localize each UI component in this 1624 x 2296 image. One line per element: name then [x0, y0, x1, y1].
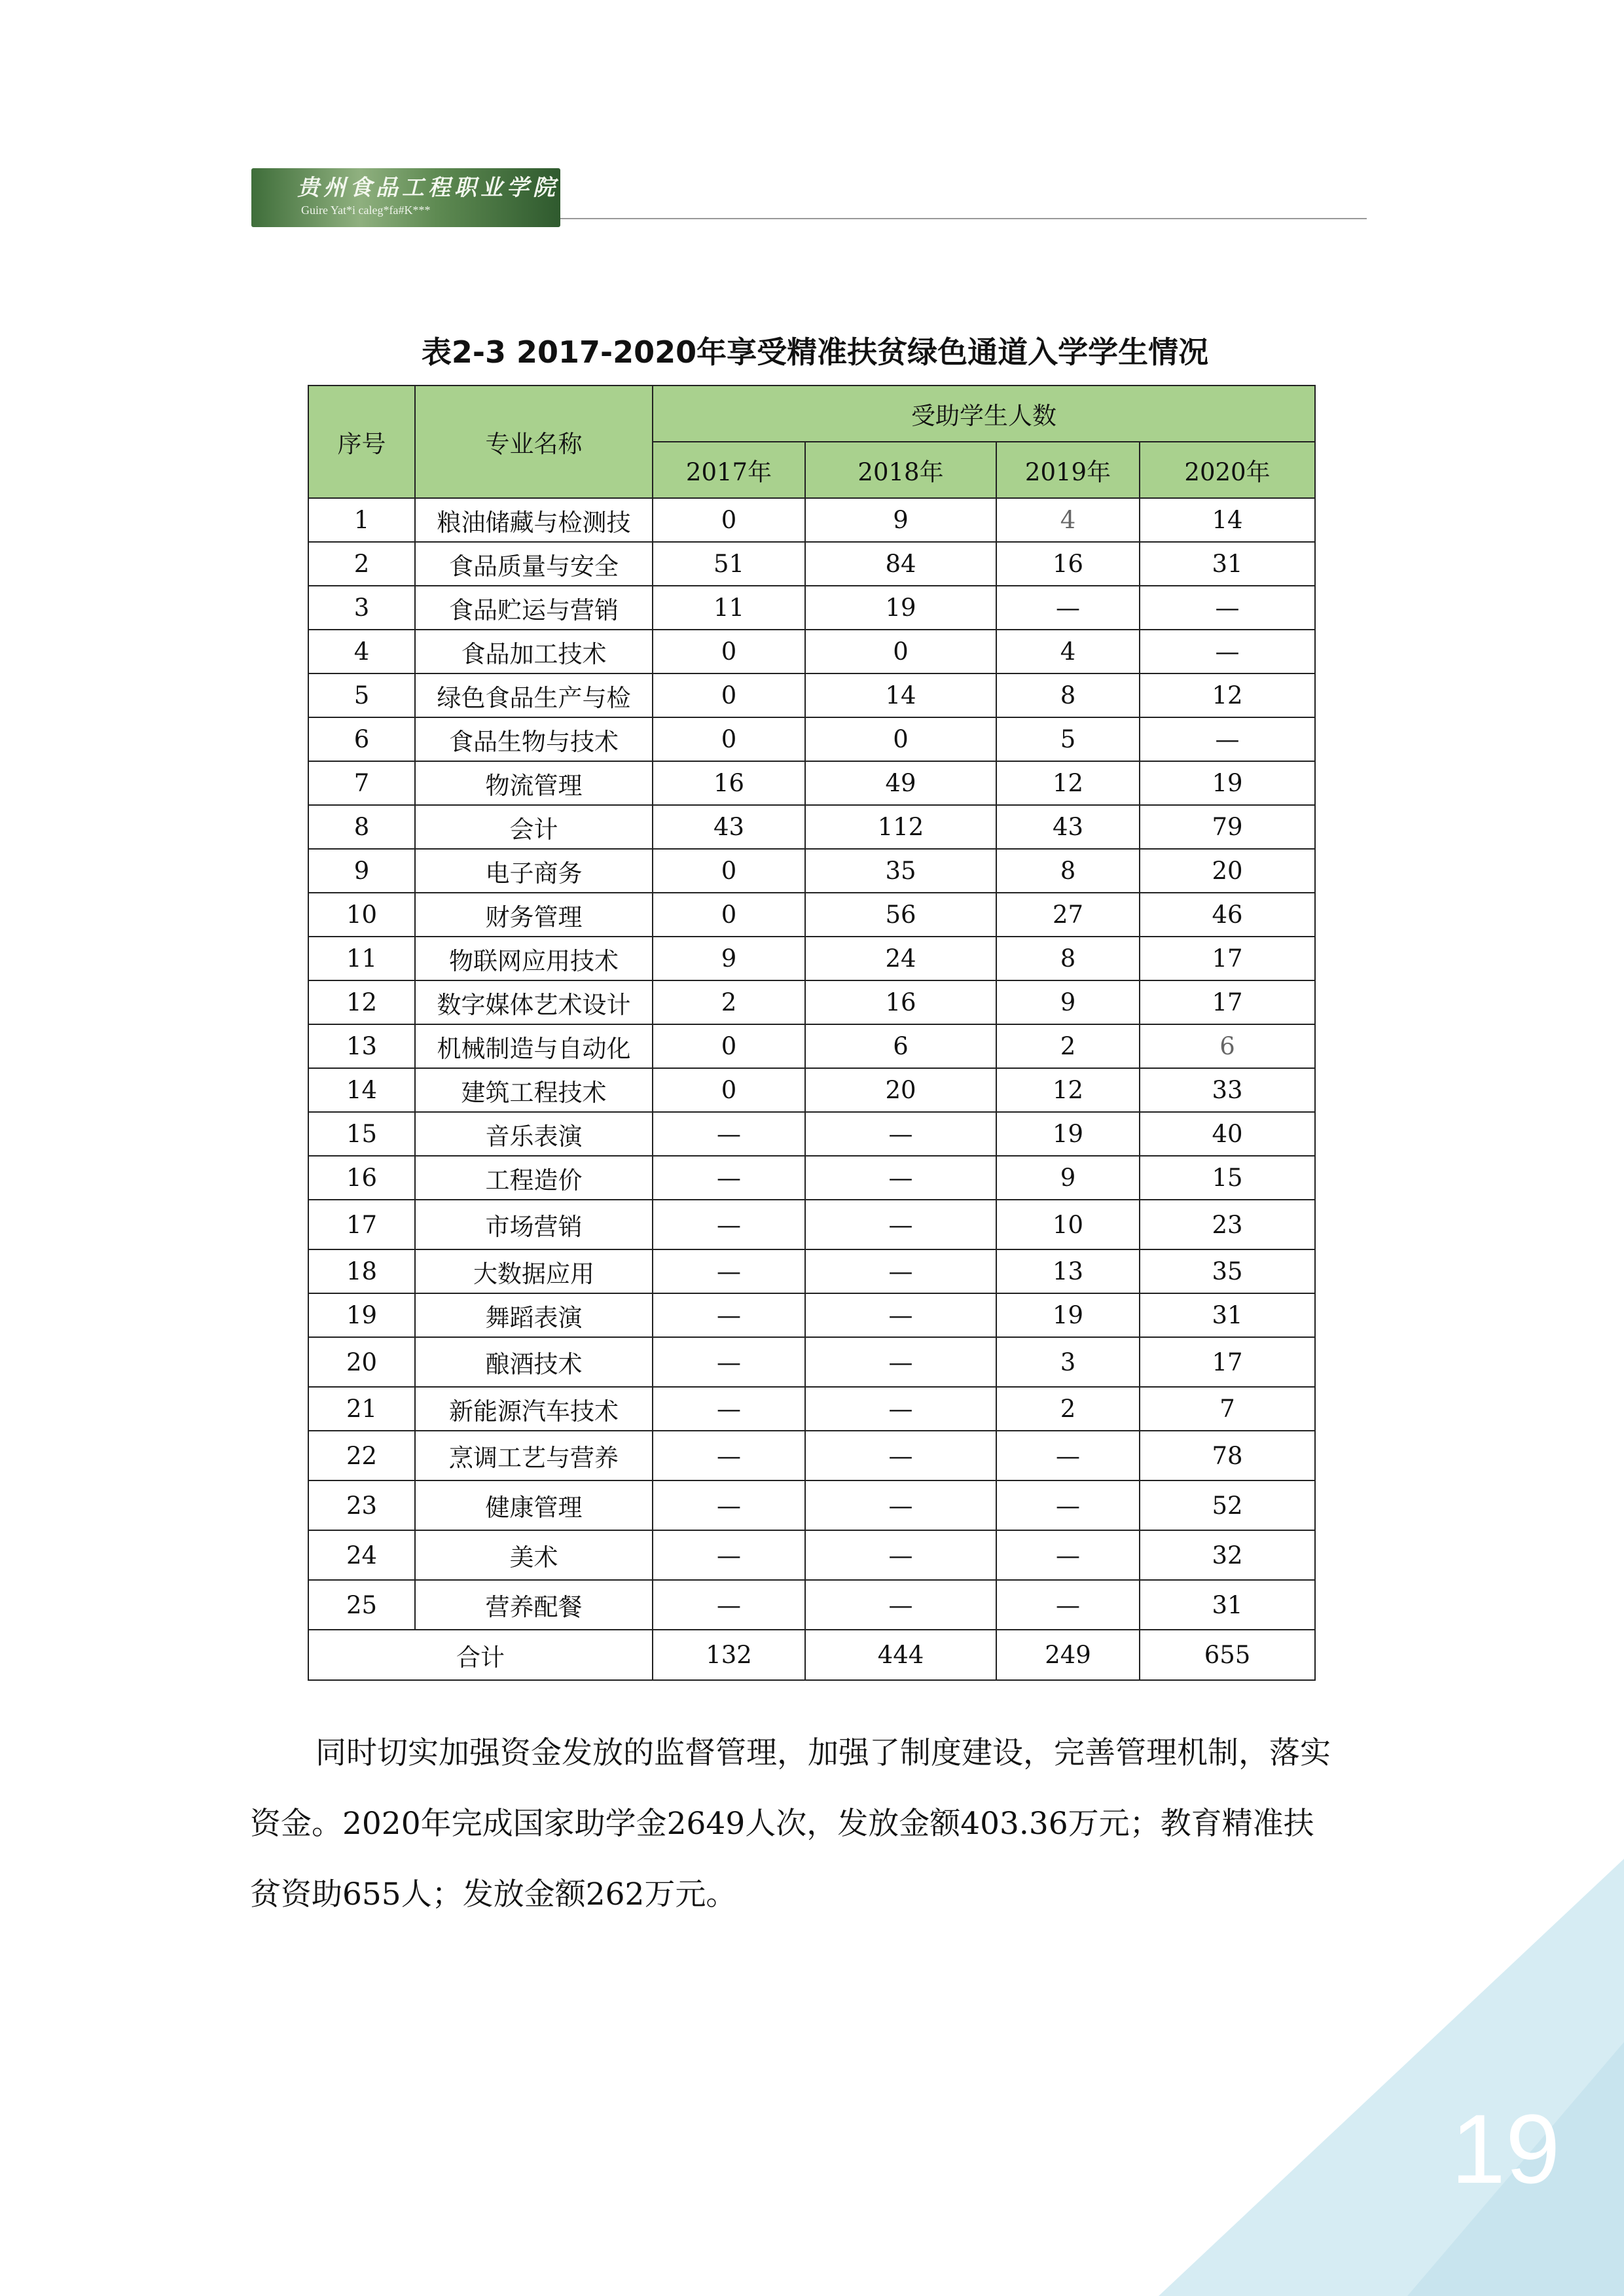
cell-2019: 9 [996, 1156, 1140, 1200]
cell-2019: 4 [996, 630, 1140, 673]
cell-2017: 0 [653, 673, 805, 717]
cell-2017: 43 [653, 805, 805, 849]
table-row [308, 1200, 1315, 1249]
cell-2019: — [996, 586, 1140, 630]
cell-2017: — [653, 1249, 805, 1293]
cell-major: 机械制造与自动化 [415, 1024, 653, 1068]
cell-2017: — [653, 1112, 805, 1156]
table-row [308, 1431, 1315, 1480]
cell-2019: 43 [996, 805, 1140, 849]
header-group: 受助学生人数 [653, 386, 1315, 442]
cell-2019: 12 [996, 761, 1140, 805]
cell-2019: 3 [996, 1337, 1140, 1387]
body-line: 贫资助655人；发放金额262万元。 [250, 1876, 737, 1912]
cell-major: 音乐表演 [415, 1112, 653, 1156]
cell-2019: 2 [996, 1387, 1140, 1431]
total-2017: 132 [653, 1630, 805, 1680]
table-row [308, 542, 1315, 586]
cell-major: 酿酒技术 [415, 1337, 653, 1387]
cell-2017: — [653, 1293, 805, 1337]
cell-major: 数字媒体艺术设计 [415, 980, 653, 1024]
table-row [308, 1337, 1315, 1387]
cell-2020: 14 [1140, 498, 1315, 542]
cell-no: 21 [308, 1387, 415, 1431]
cell-2019: — [996, 1480, 1140, 1530]
table-row [308, 1249, 1315, 1293]
cell-2019: 19 [996, 1293, 1140, 1337]
cell-no: 4 [308, 630, 415, 673]
cell-2019: 8 [996, 937, 1140, 980]
table-row [308, 586, 1315, 630]
cell-no: 16 [308, 1156, 415, 1200]
cell-no: 18 [308, 1249, 415, 1293]
cell-2018: — [805, 1249, 996, 1293]
cell-2020: 31 [1140, 1580, 1315, 1630]
cell-2018: 24 [805, 937, 996, 980]
cell-2017: — [653, 1580, 805, 1630]
logo-subtitle: Guire Yat*i caleg*fa#K*** [301, 204, 431, 217]
cell-major: 大数据应用 [415, 1249, 653, 1293]
cell-no: 19 [308, 1293, 415, 1337]
cell-2019: 19 [996, 1112, 1140, 1156]
cell-2019: 13 [996, 1249, 1140, 1293]
cell-2020: 32 [1140, 1530, 1315, 1580]
cell-2020: 31 [1140, 542, 1315, 586]
table-row [308, 761, 1315, 805]
cell-major: 工程造价 [415, 1156, 653, 1200]
cell-2017: 0 [653, 1024, 805, 1068]
cell-2020: 20 [1140, 849, 1315, 893]
cell-2019: 4 [996, 498, 1140, 542]
header-seq: 序号 [308, 386, 415, 498]
cell-no: 7 [308, 761, 415, 805]
cell-2018: — [805, 1337, 996, 1387]
header-year: 2020年 [1140, 442, 1315, 498]
cell-2020: 6 [1140, 1024, 1315, 1068]
cell-no: 6 [308, 717, 415, 761]
cell-no: 12 [308, 980, 415, 1024]
cell-2017: 0 [653, 1068, 805, 1112]
cell-no: 23 [308, 1480, 415, 1530]
cell-2019: 5 [996, 717, 1140, 761]
cell-2019: 8 [996, 673, 1140, 717]
total-2019: 249 [996, 1630, 1140, 1680]
cell-2019: 8 [996, 849, 1140, 893]
table-row [308, 937, 1315, 980]
header-divider [560, 218, 1367, 219]
students-table [308, 385, 1316, 1681]
cell-no: 9 [308, 849, 415, 893]
cell-2017: 0 [653, 849, 805, 893]
cell-2019: 9 [996, 980, 1140, 1024]
cell-major: 物流管理 [415, 761, 653, 805]
table-row [308, 849, 1315, 893]
cell-2017: 0 [653, 893, 805, 937]
cell-2017: — [653, 1480, 805, 1530]
cell-2019: 2 [996, 1024, 1140, 1068]
cell-2020: 52 [1140, 1480, 1315, 1530]
cell-no: 20 [308, 1337, 415, 1387]
cell-2018: — [805, 1112, 996, 1156]
cell-2020: — [1140, 586, 1315, 630]
cell-2020: 17 [1140, 937, 1315, 980]
cell-2017: 0 [653, 717, 805, 761]
body-line: 资金。2020年完成国家助学金2649人次，发放金额403.36万元；教育精准扶 [250, 1806, 1314, 1842]
table-row [308, 1530, 1315, 1580]
table-row [308, 980, 1315, 1024]
cell-no: 8 [308, 805, 415, 849]
cell-2017: — [653, 1156, 805, 1200]
cell-major: 食品加工技术 [415, 630, 653, 673]
cell-major: 舞蹈表演 [415, 1293, 653, 1337]
table-row [308, 717, 1315, 761]
cell-2017: — [653, 1431, 805, 1480]
table-row [308, 1387, 1315, 1431]
cell-major: 物联网应用技术 [415, 937, 653, 980]
cell-2019: — [996, 1530, 1140, 1580]
cell-2020: 17 [1140, 1337, 1315, 1387]
table-row [308, 1112, 1315, 1156]
cell-2020: 79 [1140, 805, 1315, 849]
cell-2017: — [653, 1530, 805, 1580]
table-row [308, 673, 1315, 717]
cell-2020: 78 [1140, 1431, 1315, 1480]
cell-2020: — [1140, 630, 1315, 673]
cell-major: 美术 [415, 1530, 653, 1580]
cell-major: 建筑工程技术 [415, 1068, 653, 1112]
cell-2019: 12 [996, 1068, 1140, 1112]
cell-2017: 11 [653, 586, 805, 630]
cell-major: 财务管理 [415, 893, 653, 937]
cell-major: 食品质量与安全 [415, 542, 653, 586]
cell-2018: 84 [805, 542, 996, 586]
cell-2017: — [653, 1337, 805, 1387]
cell-2019: 16 [996, 542, 1140, 586]
cell-2018: — [805, 1200, 996, 1249]
cell-2017: 0 [653, 498, 805, 542]
cell-no: 11 [308, 937, 415, 980]
cell-2020: 46 [1140, 893, 1315, 937]
cell-no: 25 [308, 1580, 415, 1630]
cell-no: 13 [308, 1024, 415, 1068]
cell-2020: 35 [1140, 1249, 1315, 1293]
cell-2020: 23 [1140, 1200, 1315, 1249]
cell-no: 14 [308, 1068, 415, 1112]
cell-major: 营养配餐 [415, 1580, 653, 1630]
cell-no: 17 [308, 1200, 415, 1249]
cell-no: 15 [308, 1112, 415, 1156]
cell-2018: — [805, 1293, 996, 1337]
cell-2020: 31 [1140, 1293, 1315, 1337]
cell-2018: — [805, 1480, 996, 1530]
cell-major: 烹调工艺与营养 [415, 1431, 653, 1480]
header-major: 专业名称 [415, 386, 653, 498]
cell-2018: 35 [805, 849, 996, 893]
cell-no: 24 [308, 1530, 415, 1580]
cell-2018: 9 [805, 498, 996, 542]
cell-major: 粮油储藏与检测技 [415, 498, 653, 542]
cell-2018: 20 [805, 1068, 996, 1112]
header-year: 2018年 [805, 442, 996, 498]
cell-2020: 7 [1140, 1387, 1315, 1431]
cell-no: 22 [308, 1431, 415, 1480]
table-row [308, 1024, 1315, 1068]
total-2018: 444 [805, 1630, 996, 1680]
cell-major: 会计 [415, 805, 653, 849]
cell-2018: — [805, 1387, 996, 1431]
cell-no: 10 [308, 893, 415, 937]
table-row [308, 805, 1315, 849]
cell-2019: — [996, 1580, 1140, 1630]
cell-2017: 2 [653, 980, 805, 1024]
cell-major: 食品生物与技术 [415, 717, 653, 761]
cell-2018: 112 [805, 805, 996, 849]
cell-2018: — [805, 1156, 996, 1200]
school-logo [251, 168, 560, 227]
cell-2018: 6 [805, 1024, 996, 1068]
cell-2020: 33 [1140, 1068, 1315, 1112]
cell-major: 健康管理 [415, 1480, 653, 1530]
cell-no: 1 [308, 498, 415, 542]
table-row [308, 1293, 1315, 1337]
header-year: 2019年 [996, 442, 1140, 498]
table-row [308, 893, 1315, 937]
table-row [308, 1068, 1315, 1112]
cell-2020: 40 [1140, 1112, 1315, 1156]
cell-2017: — [653, 1200, 805, 1249]
cell-no: 5 [308, 673, 415, 717]
cell-no: 2 [308, 542, 415, 586]
table-total-row [308, 1630, 1315, 1680]
cell-2018: 16 [805, 980, 996, 1024]
cell-2018: 14 [805, 673, 996, 717]
cell-2017: 51 [653, 542, 805, 586]
cell-2017: 0 [653, 630, 805, 673]
cell-2020: 19 [1140, 761, 1315, 805]
cell-major: 新能源汽车技术 [415, 1387, 653, 1431]
cell-2018: 56 [805, 893, 996, 937]
cell-2018: — [805, 1530, 996, 1580]
table-row [308, 1580, 1315, 1630]
total-label: 合计 [308, 1630, 653, 1680]
table-title: 表2-3 2017-2020年享受精准扶贫绿色通道入学学生情况 [421, 334, 1209, 370]
header-year: 2017年 [653, 442, 805, 498]
cell-2018: 0 [805, 717, 996, 761]
page-number: 19 [1451, 2094, 1561, 2204]
logo-title: 贵州食品工程职业学院 [297, 175, 559, 201]
cell-2020: — [1140, 717, 1315, 761]
table-row [308, 498, 1315, 542]
cell-2020: 12 [1140, 673, 1315, 717]
cell-no: 3 [308, 586, 415, 630]
cell-2017: 9 [653, 937, 805, 980]
table-row [308, 1156, 1315, 1200]
cell-2018: 19 [805, 586, 996, 630]
body-paragraph [250, 1718, 1382, 1930]
cell-2017: 16 [653, 761, 805, 805]
cell-2020: 15 [1140, 1156, 1315, 1200]
cell-2019: 27 [996, 893, 1140, 937]
cell-2017: — [653, 1387, 805, 1431]
cell-major: 绿色食品生产与检 [415, 673, 653, 717]
cell-2020: 17 [1140, 980, 1315, 1024]
table-row [308, 1480, 1315, 1530]
cell-2018: 49 [805, 761, 996, 805]
total-2020: 655 [1140, 1630, 1315, 1680]
table-row [308, 630, 1315, 673]
cell-major: 电子商务 [415, 849, 653, 893]
body-line: 同时切实加强资金发放的监督管理，加强了制度建设，完善管理机制，落实 [316, 1735, 1331, 1771]
cell-2019: 10 [996, 1200, 1140, 1249]
cell-2018: — [805, 1431, 996, 1480]
cell-major: 食品贮运与营销 [415, 586, 653, 630]
cell-2019: — [996, 1431, 1140, 1480]
cell-2018: 0 [805, 630, 996, 673]
cell-2018: — [805, 1580, 996, 1630]
cell-major: 市场营销 [415, 1200, 653, 1249]
